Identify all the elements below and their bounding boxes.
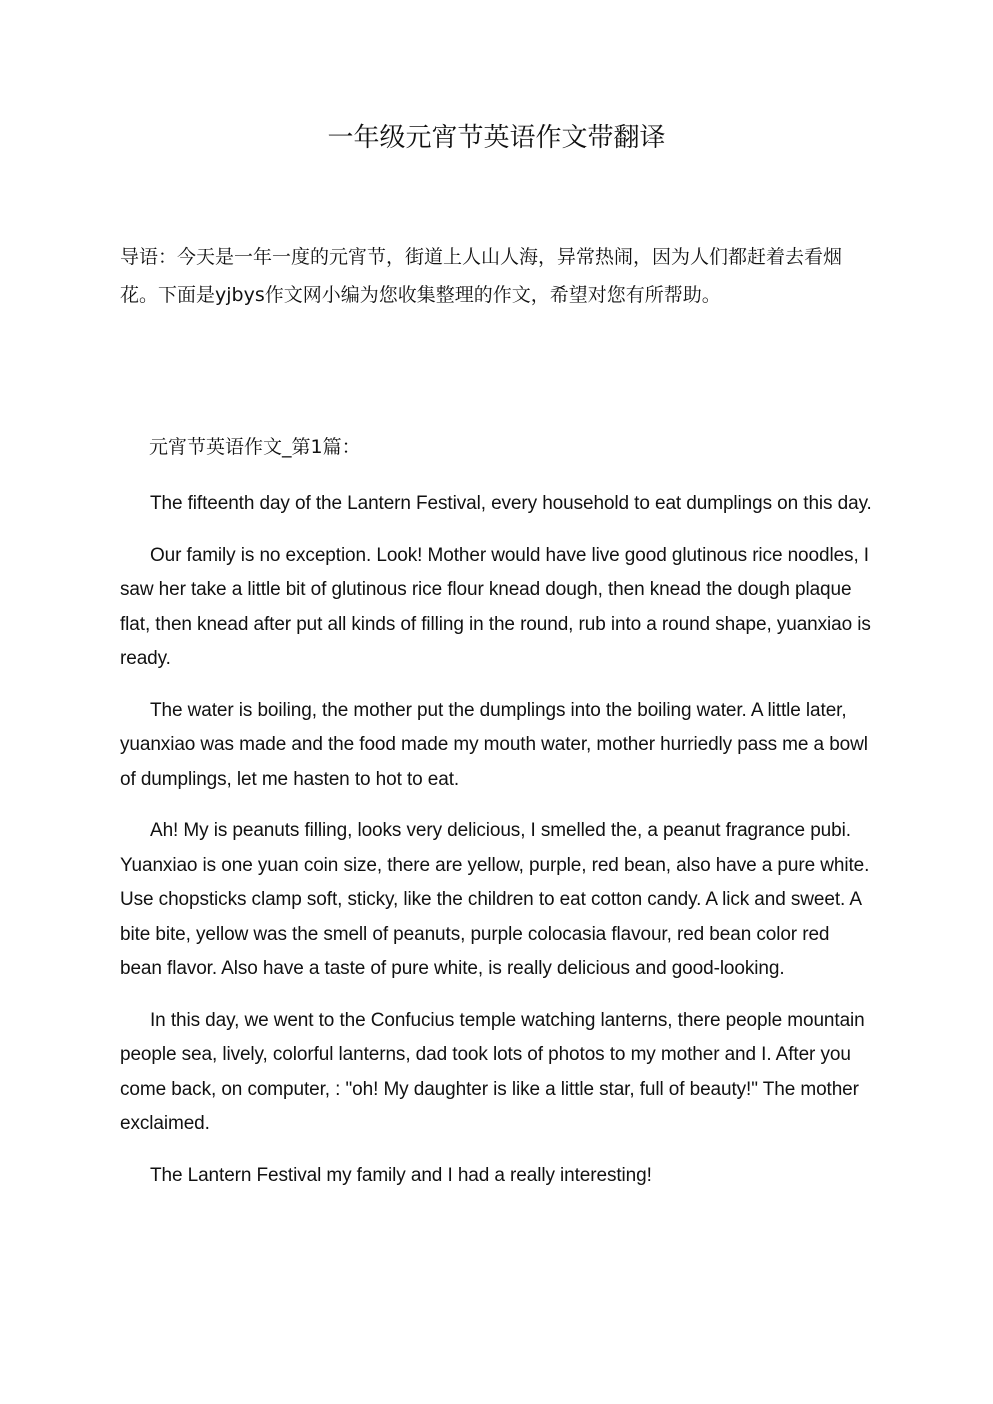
essay-body [120,487,874,1210]
essay-paragraph: Ah! My is peanuts filling, looks very delicious, I smelled the, a peanut fragrance pubi. Yuanxiao is one yuan coin size, there are yellow, purple, red bean, also have a pure white. Use chopsticks clamp soft, sticky, like the children to eat cotton candy. A lick and sweet. A bite bite, yellow was the smell of peanuts, purple colocasia flavour, red bean color red bean flavor. Also have a taste of pure white, is really delicious and good-looking. [120,820,870,979]
document-title: 一年级元宵节英语作文带翻译 [327,123,666,153]
section-heading: 元宵节英语作文_第1篇： [149,436,361,458]
essay-paragraph: Our family is no exception. Look! Mother would have live good glutinous rice noodles, I saw her take a little bit of glutinous rice flour knead dough, then knead the dough plaque flat, then knead after put all kinds of filling in the round, rub into a round shape, yuanxiao is ready. [120,544,871,669]
essay-paragraph: The water is boiling, the mother put the dumplings into the boiling water. A little later, yuanxiao was made and the food made my mouth water, mother hurriedly pass me a bowl of dumplings, let me hasten to hot to eat. [120,699,868,790]
essay-paragraph: In this day, we went to the Confucius temple watching lanterns, there people mountain people sea, lively, colorful lanterns, dad took lots of photos to my mother and I. After you come back, on computer, : "oh! My daughter is like a little star, full of beauty!" The mother exclaimed. [120,1009,865,1134]
essay-paragraph: The fifteenth day of the Lantern Festival, every household to eat dumplings on this day. [150,493,872,514]
intro-paragraph: 导语：今天是一年一度的元宵节，街道上人山人海，异常热闹，因为人们都赶着去看烟花。下面是yjbys作文网小编为您收集整理的作文，希望对您有所帮助。 [120,246,843,306]
essay-paragraph: The Lantern Festival my family and I had a really interesting! [150,1164,652,1186]
